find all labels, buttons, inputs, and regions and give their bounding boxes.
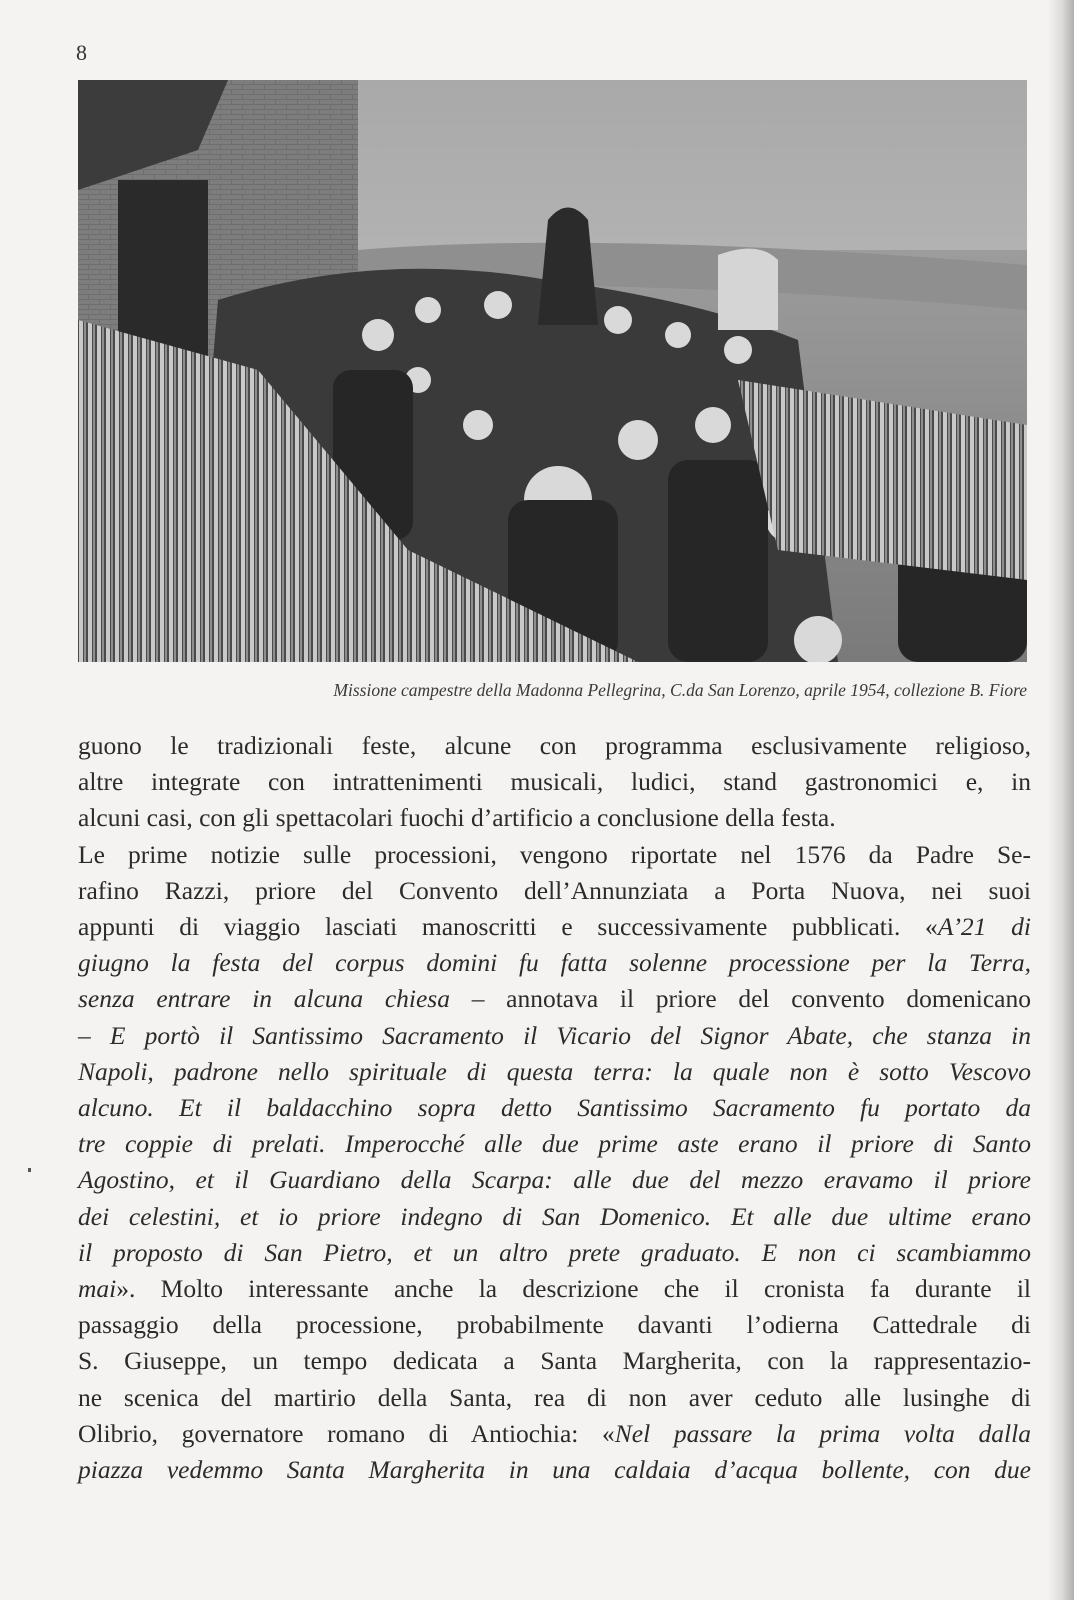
quote-italic: A’21 di xyxy=(937,912,1031,942)
text-line: guono le tradizionali feste, alcune con programma esclusivamente religioso, xyxy=(78,731,1031,760)
text-line xyxy=(78,1235,1031,1271)
text-line xyxy=(78,1162,1031,1198)
text-line xyxy=(78,981,1031,1017)
text-line: altre integrate con intrattenimenti musicali, ludici, stand gastronomici e, in xyxy=(78,767,1031,797)
text-line xyxy=(78,1271,1031,1307)
quote-italic: giugno la festa del corpus domini fu fatta solenne processione per la Terra, xyxy=(78,948,1031,978)
text-line xyxy=(78,1054,1031,1090)
text-line xyxy=(78,1452,1031,1488)
text-line: S. Giuseppe, un tempo dedicata a Santa Margherita, con la rappresentazio- xyxy=(78,1346,1031,1376)
quote-italic: piazza vedemmo Santa Margherita in una caldaia d’acqua bollente, con due xyxy=(78,1455,1031,1485)
quote-italic: mai xyxy=(78,1274,117,1304)
quote-italic: dei celestini, et io priore indegno di San Domenico. Et alle due ultime erano xyxy=(78,1201,1031,1231)
quote-italic: tre coppie di prelati. Imperocché alle due prime aste erano il priore di Santo xyxy=(78,1129,1031,1159)
procession-photograph xyxy=(78,80,1027,662)
text-line xyxy=(78,1126,1031,1162)
text-line xyxy=(78,1416,1031,1452)
stray-mark xyxy=(28,1168,31,1172)
quote-italic: Napoli, padrone nello spirituale di questa terra: la quale non è sotto Vescovo xyxy=(78,1056,1031,1086)
page-edge-shadow xyxy=(1048,0,1074,1600)
text-run: appunti di viaggio lasciati manoscritti e successivamente pubblicati. « xyxy=(78,912,938,942)
quote-italic: E portò il Santissimo Sacramento il Vicario del Signor Abate, che stanza in xyxy=(109,1020,1031,1050)
paragraph-2 xyxy=(78,837,1031,1489)
quote-italic: Agostino, et il Guardiano della Scarpa: alle due del mezzo eravamo il priore xyxy=(78,1165,1031,1195)
quote-italic: Nel passare la prima volta dalla xyxy=(614,1418,1031,1448)
text-line xyxy=(78,1018,1031,1054)
text-line xyxy=(78,1199,1031,1235)
text-run: Olibrio, governatore romano di Antiochia: « xyxy=(78,1418,615,1448)
text-run: ». Molto interessante anche la descrizione che il cronista fa durante il xyxy=(116,1274,1031,1304)
text-line: Le prime notizie sulle processioni, vengono riportate nel 1576 da Padre Se- xyxy=(78,839,1031,869)
text-line xyxy=(78,1090,1031,1126)
text-line: ne scenica del martirio della Santa, rea di non aver ceduto alle lusinghe di xyxy=(78,1382,1031,1412)
text-line: rafino Razzi, priore del Convento dell’Annunziata a Porta Nuova, nei suoi xyxy=(78,875,1031,905)
page-number: 8 xyxy=(76,40,87,65)
photo-illustration xyxy=(78,80,1027,662)
text-run: – xyxy=(78,1020,110,1050)
text-line: passaggio della processione, probabilmente davanti l’odierna Cattedrale di xyxy=(78,1310,1031,1340)
text-line: alcuni casi, con gli spettacolari fuochi d’artificio a conclusione della festa. xyxy=(78,803,836,833)
paragraph-1 xyxy=(78,728,1031,837)
text-line xyxy=(78,909,1031,945)
text-run: – annotava il priore del convento domenicano xyxy=(449,984,1031,1014)
text-line xyxy=(78,945,1031,981)
figure-caption: Missione campestre della Madonna Pellegrina, C.da San Lorenzo, aprile 1954, collezione B. Fiore xyxy=(333,680,1027,700)
body-text xyxy=(78,728,1031,1488)
quote-italic: il proposto di San Pietro, et un altro prete graduato. E non ci scambiammo xyxy=(78,1237,1031,1267)
quote-italic: alcuno. Et il baldacchino sopra detto Santissimo Sacramento fu portato da xyxy=(78,1093,1031,1123)
quote-italic: senza entrare in alcuna chiesa xyxy=(78,984,450,1014)
